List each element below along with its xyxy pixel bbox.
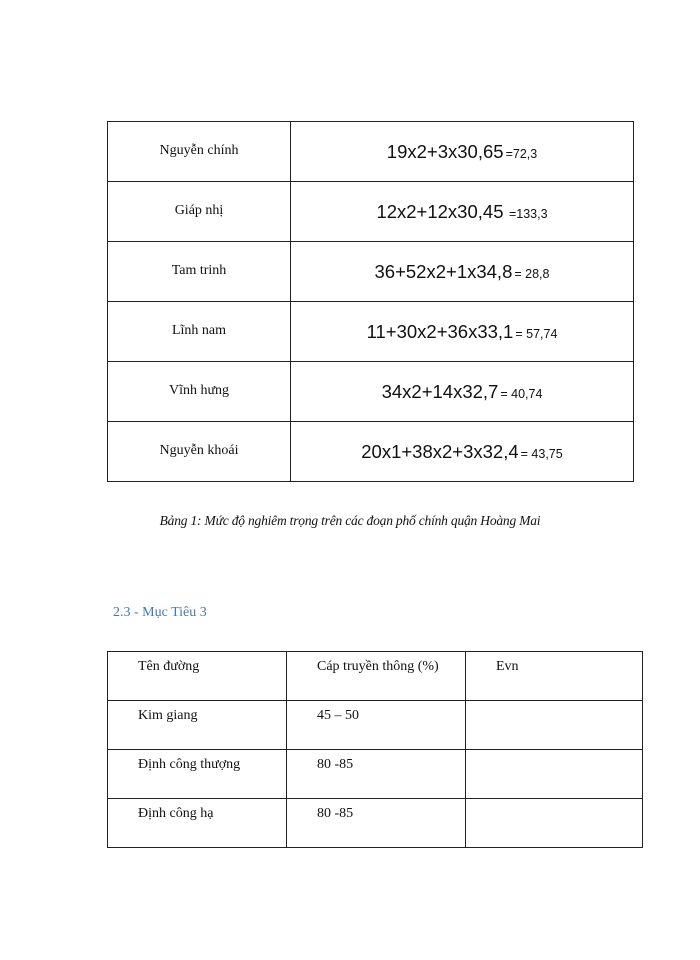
formula: 20x1+38x2+3x32,4 bbox=[361, 440, 519, 462]
formula: 19x2+3x30,65 bbox=[386, 140, 504, 162]
section-heading: 2.3 - Mục Tiêu 3 bbox=[113, 605, 207, 620]
formula-result: =72,3 bbox=[505, 146, 538, 161]
table-row bbox=[108, 182, 634, 242]
street-name: Định công hạ bbox=[138, 806, 214, 821]
evn-value bbox=[496, 750, 642, 757]
street-name: Lĩnh nam bbox=[171, 322, 227, 338]
formula: 36+52x2+1x34,8 bbox=[374, 260, 513, 282]
table-cell bbox=[108, 701, 287, 750]
formula: 34x2+14x32,7 bbox=[381, 380, 499, 402]
table-cell bbox=[466, 750, 643, 799]
column-header-cable: Cáp truyền thông (%) bbox=[317, 659, 439, 674]
table-cell bbox=[287, 701, 466, 750]
table-row bbox=[108, 362, 634, 422]
street-name: Giáp nhị bbox=[174, 202, 224, 218]
street-name: Nguyễn khoái bbox=[159, 442, 239, 458]
street-name: Tam trinh bbox=[171, 262, 227, 278]
formula-cell bbox=[291, 242, 634, 302]
street-name: Vĩnh hưng bbox=[168, 382, 230, 398]
street-name-cell bbox=[108, 242, 291, 302]
table-row bbox=[108, 242, 634, 302]
column-header-street: Tên đường bbox=[138, 659, 200, 674]
formula: 12x2+12x30,45 bbox=[376, 200, 504, 222]
column-header-evn: Evn bbox=[496, 659, 519, 674]
cable-percent: 45 – 50 bbox=[317, 708, 359, 723]
formula-cell bbox=[291, 302, 634, 362]
street-name: Nguyễn chính bbox=[159, 142, 239, 158]
header-cell bbox=[287, 652, 466, 701]
severity-table bbox=[107, 121, 634, 482]
street-name-cell bbox=[108, 182, 291, 242]
table-cell bbox=[466, 799, 643, 848]
formula-cell bbox=[291, 122, 634, 182]
evn-value bbox=[496, 701, 642, 708]
street-name: Kim giang bbox=[138, 708, 198, 723]
table-row bbox=[108, 799, 643, 848]
formula-cell bbox=[291, 182, 634, 242]
coverage-table bbox=[107, 651, 643, 848]
table-row bbox=[108, 750, 643, 799]
evn-value bbox=[496, 799, 642, 806]
table-cell bbox=[287, 750, 466, 799]
cable-percent: 80 -85 bbox=[317, 806, 354, 821]
street-name: Định công thượng bbox=[138, 757, 241, 772]
formula-cell bbox=[291, 422, 634, 482]
table-cell bbox=[108, 750, 287, 799]
formula-result: = 40,74 bbox=[500, 386, 543, 401]
table-row bbox=[108, 122, 634, 182]
formula-result: =133,3 bbox=[505, 206, 548, 221]
table-row bbox=[108, 422, 634, 482]
table-header-row bbox=[108, 652, 643, 701]
formula-result: = 28,8 bbox=[514, 266, 550, 281]
table-cell bbox=[287, 799, 466, 848]
table-caption: Bảng 1: Mức độ nghiêm trọng trên các đoạn phố chính quận Hoàng Mai bbox=[159, 513, 541, 528]
street-name-cell bbox=[108, 422, 291, 482]
street-name-cell bbox=[108, 302, 291, 362]
table-row bbox=[108, 701, 643, 750]
formula-result: = 57,74 bbox=[515, 326, 558, 341]
table-row bbox=[108, 302, 634, 362]
table-cell bbox=[466, 701, 643, 750]
header-cell bbox=[466, 652, 643, 701]
formula-cell bbox=[291, 362, 634, 422]
formula-result: = 43,75 bbox=[520, 446, 563, 461]
table-cell bbox=[108, 799, 287, 848]
formula: 11+30x2+36x33,1 bbox=[366, 320, 514, 342]
street-name-cell bbox=[108, 122, 291, 182]
street-name-cell bbox=[108, 362, 291, 422]
header-cell bbox=[108, 652, 287, 701]
cable-percent: 80 -85 bbox=[317, 757, 354, 772]
